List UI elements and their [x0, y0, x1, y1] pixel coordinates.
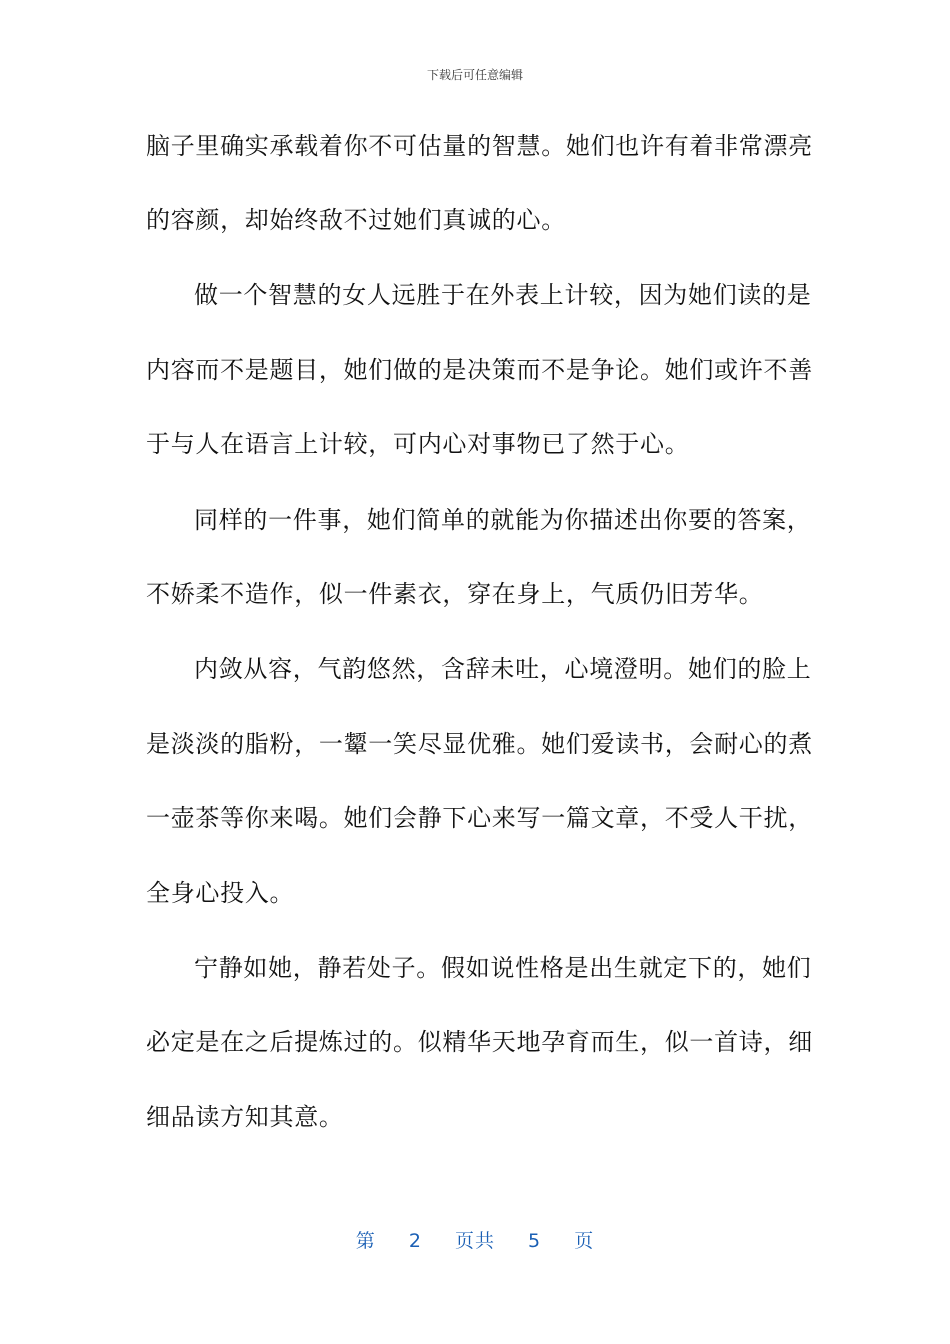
footer-suffix: 页 [574, 1230, 595, 1252]
footer-prefix: 第 [355, 1230, 376, 1252]
current-page-number: 2 [408, 1230, 422, 1252]
text-line: 是淡淡的脂粉，一颦一笑尽显优雅。她们爱读书，会耐心的煮 [146, 730, 813, 758]
text-line: 于与人在语言上计较，可内心对事物已了然于心。 [146, 430, 690, 458]
text-line: 不娇柔不造作，似一件素衣，穿在身上，气质仍旧芳华。 [146, 580, 764, 608]
text-line: 必定是在之后提炼过的。似精华天地孕育而生，似一首诗，细 [146, 1028, 813, 1056]
paragraph-start-line: 宁静如她，静若处子。假如说性格是出生就定下的，她们 [194, 954, 812, 982]
total-page-number: 5 [528, 1230, 542, 1252]
text-line: 细品读方知其意。 [146, 1103, 344, 1131]
text-line: 一壶茶等你来喝。她们会静下心来写一篇文章，不受人干扰， [146, 804, 813, 832]
text-line: 全身心投入。 [146, 879, 295, 907]
paragraph-start-line: 同样的一件事，她们简单的就能为你描述出你要的答案， [194, 506, 812, 534]
paragraph-start-line: 内敛从容，气韵悠然，含辞未吐，心境澄明。她们的脸上 [194, 655, 812, 683]
page-header: 下载后可任意编辑 [426, 68, 523, 82]
footer-middle: 页共 [454, 1230, 495, 1252]
text-line: 的容颜，却始终敌不过她们真诚的心。 [146, 206, 566, 234]
text-line: 脑子里确实承载着你不可估量的智慧。她们也许有着非常漂亮 [146, 132, 813, 160]
text-line: 内容而不是题目，她们做的是决策而不是争论。她们或许不善 [146, 356, 813, 384]
page-footer [0, 1226, 950, 1253]
paragraph-start-line: 做一个智慧的女人远胜于在外表上计较，因为她们读的是 [194, 281, 812, 309]
